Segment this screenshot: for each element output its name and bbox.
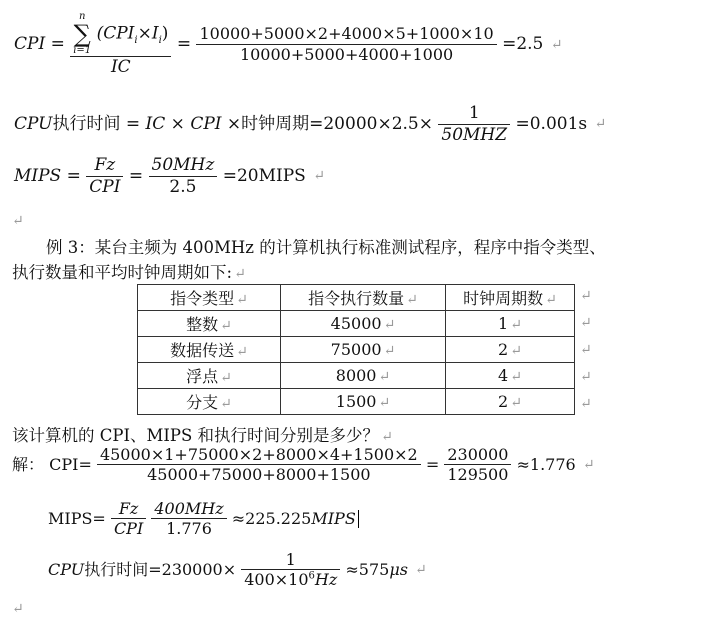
return-mark: ↵ bbox=[12, 212, 24, 229]
table-cell: 4 ↵ bbox=[446, 363, 575, 389]
return-mark: ↵ bbox=[580, 342, 592, 358]
return-mark: ↵ bbox=[582, 457, 595, 474]
instruction-table bbox=[137, 284, 575, 415]
return-mark: ↵ bbox=[580, 288, 592, 304]
answer-cpi-fraction: $\frac{45000\times 1+75000\times 2+8000\times 4+1500\times 2}{45000+75000+8000+1500}$ bbox=[97, 446, 421, 485]
question-text: 该计算机的 CPI、MIPS 和执行时间分别是多少？ ↵ bbox=[12, 426, 393, 445]
return-mark: ↵ bbox=[12, 600, 24, 617]
answer-time-fraction: $\frac{1}{400\times 10^6Hz}$ bbox=[241, 551, 340, 590]
table-cell: 8000 ↵ bbox=[281, 363, 446, 389]
return-mark: ↵ bbox=[234, 265, 246, 282]
return-mark: ↵ bbox=[381, 428, 393, 445]
table-cell: 整数 ↵ bbox=[138, 311, 281, 337]
table-row bbox=[138, 337, 575, 363]
eq1-sum-fraction: n ∑ i=1 $(CPI_i\times I_i)$ IC bbox=[70, 12, 171, 77]
equation-cpi-definition: CPI = n ∑ i=1 $(CPI_i\times I_i)$ IC = $\frac{10000+5000\times 2+4000\times 5+1000\times 10}{10000+5000+4000+1000}$ =2.5 ↵ bbox=[14, 11, 563, 77]
table-cell: 2 ↵ bbox=[446, 389, 575, 415]
eq1-value-fraction: $\frac{10000+5000\times 2+4000\times 5+1000\times 10}{10000+5000+4000+1000}$ bbox=[196, 25, 496, 64]
table-cell: 75000 ↵ bbox=[281, 337, 446, 363]
eq2-fraction: $\frac{1}{\text{50MHZ}}$ bbox=[438, 104, 510, 145]
eq1-lhs: CPI bbox=[14, 34, 46, 55]
example-paragraph-line-1: 例 3：某台主频为 400MHz 的计算机执行标准测试程序，程序中指令类型、 bbox=[46, 238, 606, 257]
return-mark: ↵ bbox=[580, 369, 592, 385]
text-cursor bbox=[358, 510, 359, 528]
equation-mips: MIPS = $\frac{Fz}{\text{CPI}}$ = $\frac{\text{50MHz}}{2.5}$ =20MIPS ↵ bbox=[14, 155, 325, 197]
equation-cpu-time: CPU执行时间 = IC × CPI ×时钟周期=20000×2.5× $\frac{1}{\text{50MHZ}}$ =0.001s ↵ bbox=[14, 103, 607, 145]
table-cell: 浮点 ↵ bbox=[138, 363, 281, 389]
return-mark: ↵ bbox=[580, 396, 592, 412]
table-header-cell: 指令执行数量 ↵ bbox=[281, 285, 446, 311]
example-paragraph-line-2: 执行数量和平均时钟周期如下: ↵ bbox=[12, 263, 246, 282]
table-cell: 1500 ↵ bbox=[281, 389, 446, 415]
return-mark: ↵ bbox=[550, 36, 563, 53]
answer-cpi-fraction-2: $\frac{230000}{129500}$ bbox=[444, 446, 511, 485]
return-mark: ↵ bbox=[594, 116, 607, 133]
return-mark: ↵ bbox=[313, 168, 325, 185]
table-row bbox=[138, 363, 575, 389]
answer-cpu-time: CPU执行时间=230000× $\frac{1}{400\times 10^6Hz}$ ≈575μs ↵ bbox=[48, 550, 427, 590]
return-mark: ↵ bbox=[415, 562, 427, 579]
answer-mips-fraction-1: $\frac{Fz}{\text{CPI}}$ bbox=[111, 500, 146, 539]
answer-label: 解： bbox=[12, 454, 45, 474]
table-cell: 数据传送 ↵ bbox=[138, 337, 281, 363]
answer-mips-fraction-2: $\frac{\text{400MHz}}{1.776}$ bbox=[151, 500, 226, 539]
eq3-fraction-1: $\frac{Fz}{\text{CPI}}$ bbox=[86, 156, 123, 197]
table-row bbox=[138, 311, 575, 337]
table-cell: 2 ↵ bbox=[446, 337, 575, 363]
table-header-cell: 指令类型 ↵ bbox=[138, 285, 281, 311]
sum-symbol: n ∑ i=1 bbox=[73, 11, 92, 56]
table-cell: 45000 ↵ bbox=[281, 311, 446, 337]
table-header-cell: 时钟周期数 ↵ bbox=[446, 285, 575, 311]
return-mark: ↵ bbox=[580, 315, 592, 331]
table-row bbox=[138, 389, 575, 415]
table-cell: 1 ↵ bbox=[446, 311, 575, 337]
table-cell: 分支 ↵ bbox=[138, 389, 281, 415]
eq3-fraction-2: $\frac{\text{50MHz}}{2.5}$ bbox=[149, 156, 218, 197]
answer-mips: MIPS= $\frac{Fz}{\text{CPI}}$ $\frac{\text{400MHz}}{1.776}$ ≈225.225MIPS bbox=[48, 500, 359, 539]
table-header-row bbox=[138, 285, 575, 311]
answer-cpi: 解： CPI= $\frac{45000\times 1+75000\times 2+8000\times 4+1500\times 2}{45000+75000+8000+1500}$ = $\frac{230000}{129500}$ ≈1.776 ↵ bbox=[12, 445, 595, 485]
eq1-result: =2.5 bbox=[502, 34, 544, 55]
